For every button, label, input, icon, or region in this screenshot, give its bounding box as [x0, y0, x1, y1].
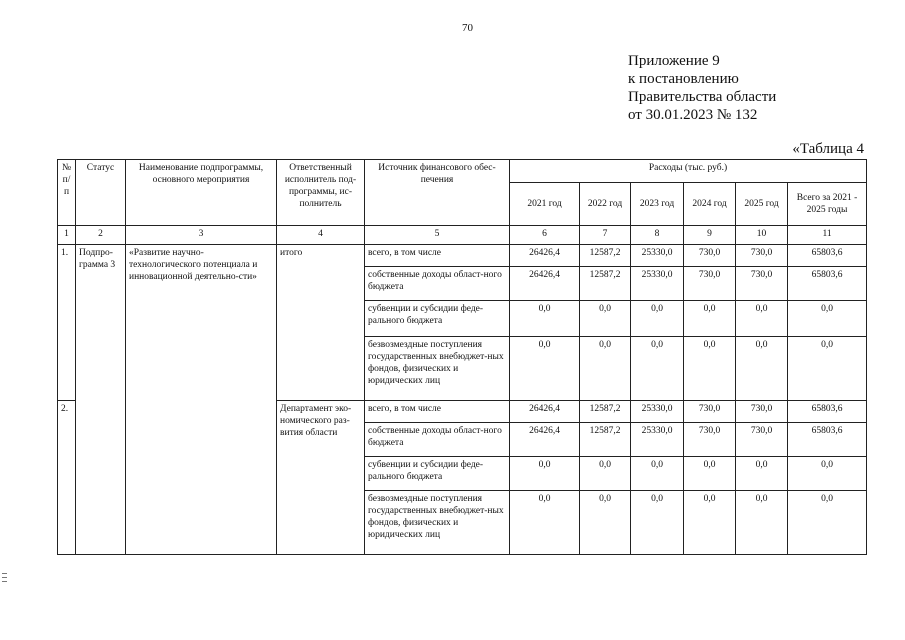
- index-cell: 3: [126, 226, 277, 245]
- header-year-2023: 2023 год: [631, 183, 684, 226]
- value-cell: 730,0: [736, 423, 788, 457]
- value-cell: 0,0: [788, 491, 867, 555]
- value-cell: 0,0: [580, 337, 631, 401]
- value-cell: 730,0: [684, 401, 736, 423]
- value-cell: 0,0: [736, 337, 788, 401]
- appendix-title: Приложение 9: [628, 53, 720, 69]
- source-cell: всего, в том числе: [365, 401, 510, 423]
- value-cell: 0,0: [736, 491, 788, 555]
- value-cell: 25330,0: [631, 245, 684, 267]
- header-total: Всего за 2021 - 2025 годы: [788, 183, 867, 226]
- value-cell: 26426,4: [510, 423, 580, 457]
- value-cell: 730,0: [684, 267, 736, 301]
- value-cell: 730,0: [736, 267, 788, 301]
- value-cell: 25330,0: [631, 423, 684, 457]
- appendix-date: от 30.01.2023 № 132: [628, 107, 758, 123]
- index-cell: 5: [365, 226, 510, 245]
- value-cell: 26426,4: [510, 401, 580, 423]
- index-cell: 1: [58, 226, 76, 245]
- value-cell: 0,0: [510, 301, 580, 337]
- expenses-table: [57, 159, 867, 555]
- value-cell: 0,0: [580, 301, 631, 337]
- value-cell: 0,0: [788, 301, 867, 337]
- scan-margin-mark: [2, 581, 7, 582]
- value-cell: 0,0: [684, 301, 736, 337]
- source-cell: собственные доходы област-ного бюджета: [365, 267, 510, 301]
- table-row: [58, 245, 867, 267]
- appendix-ref: к постановлению: [628, 71, 739, 87]
- appendix-block: [628, 52, 776, 124]
- scan-margin-mark: [2, 573, 7, 574]
- index-cell: 9: [684, 226, 736, 245]
- value-cell: 0,0: [631, 457, 684, 491]
- index-cell: 4: [277, 226, 365, 245]
- header-name: Наименование подпрограммы, основного мероприятия: [126, 160, 277, 226]
- header-executor: Ответственный исполнитель под-программы, ис-полнитель: [277, 160, 365, 226]
- value-cell: 12587,2: [580, 245, 631, 267]
- value-cell: 0,0: [736, 457, 788, 491]
- source-cell: безвозмездные поступления государственных внебюджет-ных фондов, физических и юридических лиц: [365, 337, 510, 401]
- value-cell: 0,0: [631, 337, 684, 401]
- value-cell: 0,0: [788, 337, 867, 401]
- row-number: 1.: [58, 245, 76, 401]
- value-cell: 0,0: [580, 457, 631, 491]
- header-year-2025: 2025 год: [736, 183, 788, 226]
- appendix-authority: Правительства области: [628, 89, 777, 105]
- value-cell: 65803,6: [788, 423, 867, 457]
- value-cell: 12587,2: [580, 423, 631, 457]
- value-cell: 730,0: [684, 245, 736, 267]
- row-number: 2.: [58, 401, 76, 555]
- value-cell: 730,0: [736, 245, 788, 267]
- index-cell: 6: [510, 226, 580, 245]
- source-cell: субвенции и субсидии феде-рального бюджета: [365, 457, 510, 491]
- index-cell: 2: [76, 226, 126, 245]
- value-cell: 26426,4: [510, 245, 580, 267]
- value-cell: 0,0: [684, 491, 736, 555]
- value-cell: 25330,0: [631, 401, 684, 423]
- header-num: № п/п: [58, 160, 76, 226]
- header-year-2024: 2024 год: [684, 183, 736, 226]
- value-cell: 0,0: [684, 457, 736, 491]
- index-cell: 8: [631, 226, 684, 245]
- index-cell: 7: [580, 226, 631, 245]
- value-cell: 12587,2: [580, 267, 631, 301]
- value-cell: 0,0: [736, 301, 788, 337]
- row-executor: итого: [277, 245, 365, 401]
- scan-margin-mark: [2, 577, 7, 578]
- value-cell: 12587,2: [580, 401, 631, 423]
- row-executor: Департамент эко-номического раз-вития области: [277, 401, 365, 555]
- source-cell: субвенции и субсидии феде-рального бюджета: [365, 301, 510, 337]
- value-cell: 0,0: [510, 491, 580, 555]
- source-cell: собственные доходы област-ного бюджета: [365, 423, 510, 457]
- header-year-2022: 2022 год: [580, 183, 631, 226]
- source-cell: всего, в том числе: [365, 245, 510, 267]
- value-cell: 0,0: [510, 337, 580, 401]
- index-cell: 11: [788, 226, 867, 245]
- source-cell: безвозмездные поступления государственных внебюджет-ных фондов, физических и юридических лиц: [365, 491, 510, 555]
- header-status: Статус: [76, 160, 126, 226]
- row-status: Подпро-грамма 3: [76, 245, 126, 555]
- index-cell: 10: [736, 226, 788, 245]
- value-cell: 0,0: [631, 491, 684, 555]
- header-expenses: Расходы (тыс. руб.): [510, 160, 867, 183]
- value-cell: 0,0: [684, 337, 736, 401]
- value-cell: 26426,4: [510, 267, 580, 301]
- value-cell: 0,0: [580, 491, 631, 555]
- value-cell: 730,0: [736, 401, 788, 423]
- page-number: 70: [462, 22, 473, 34]
- column-index-row: [58, 226, 867, 245]
- row-name: «Развитие научно-технологического потенциала и инновационной деятельно-сти»: [126, 245, 277, 555]
- value-cell: 0,0: [788, 457, 867, 491]
- header-source: Источник финансового обес-печения: [365, 160, 510, 226]
- table-caption: «Таблица 4: [792, 141, 864, 157]
- value-cell: 65803,6: [788, 267, 867, 301]
- header-year-2021: 2021 год: [510, 183, 580, 226]
- value-cell: 25330,0: [631, 267, 684, 301]
- value-cell: 0,0: [631, 301, 684, 337]
- value-cell: 730,0: [684, 423, 736, 457]
- value-cell: 65803,6: [788, 245, 867, 267]
- value-cell: 0,0: [510, 457, 580, 491]
- value-cell: 65803,6: [788, 401, 867, 423]
